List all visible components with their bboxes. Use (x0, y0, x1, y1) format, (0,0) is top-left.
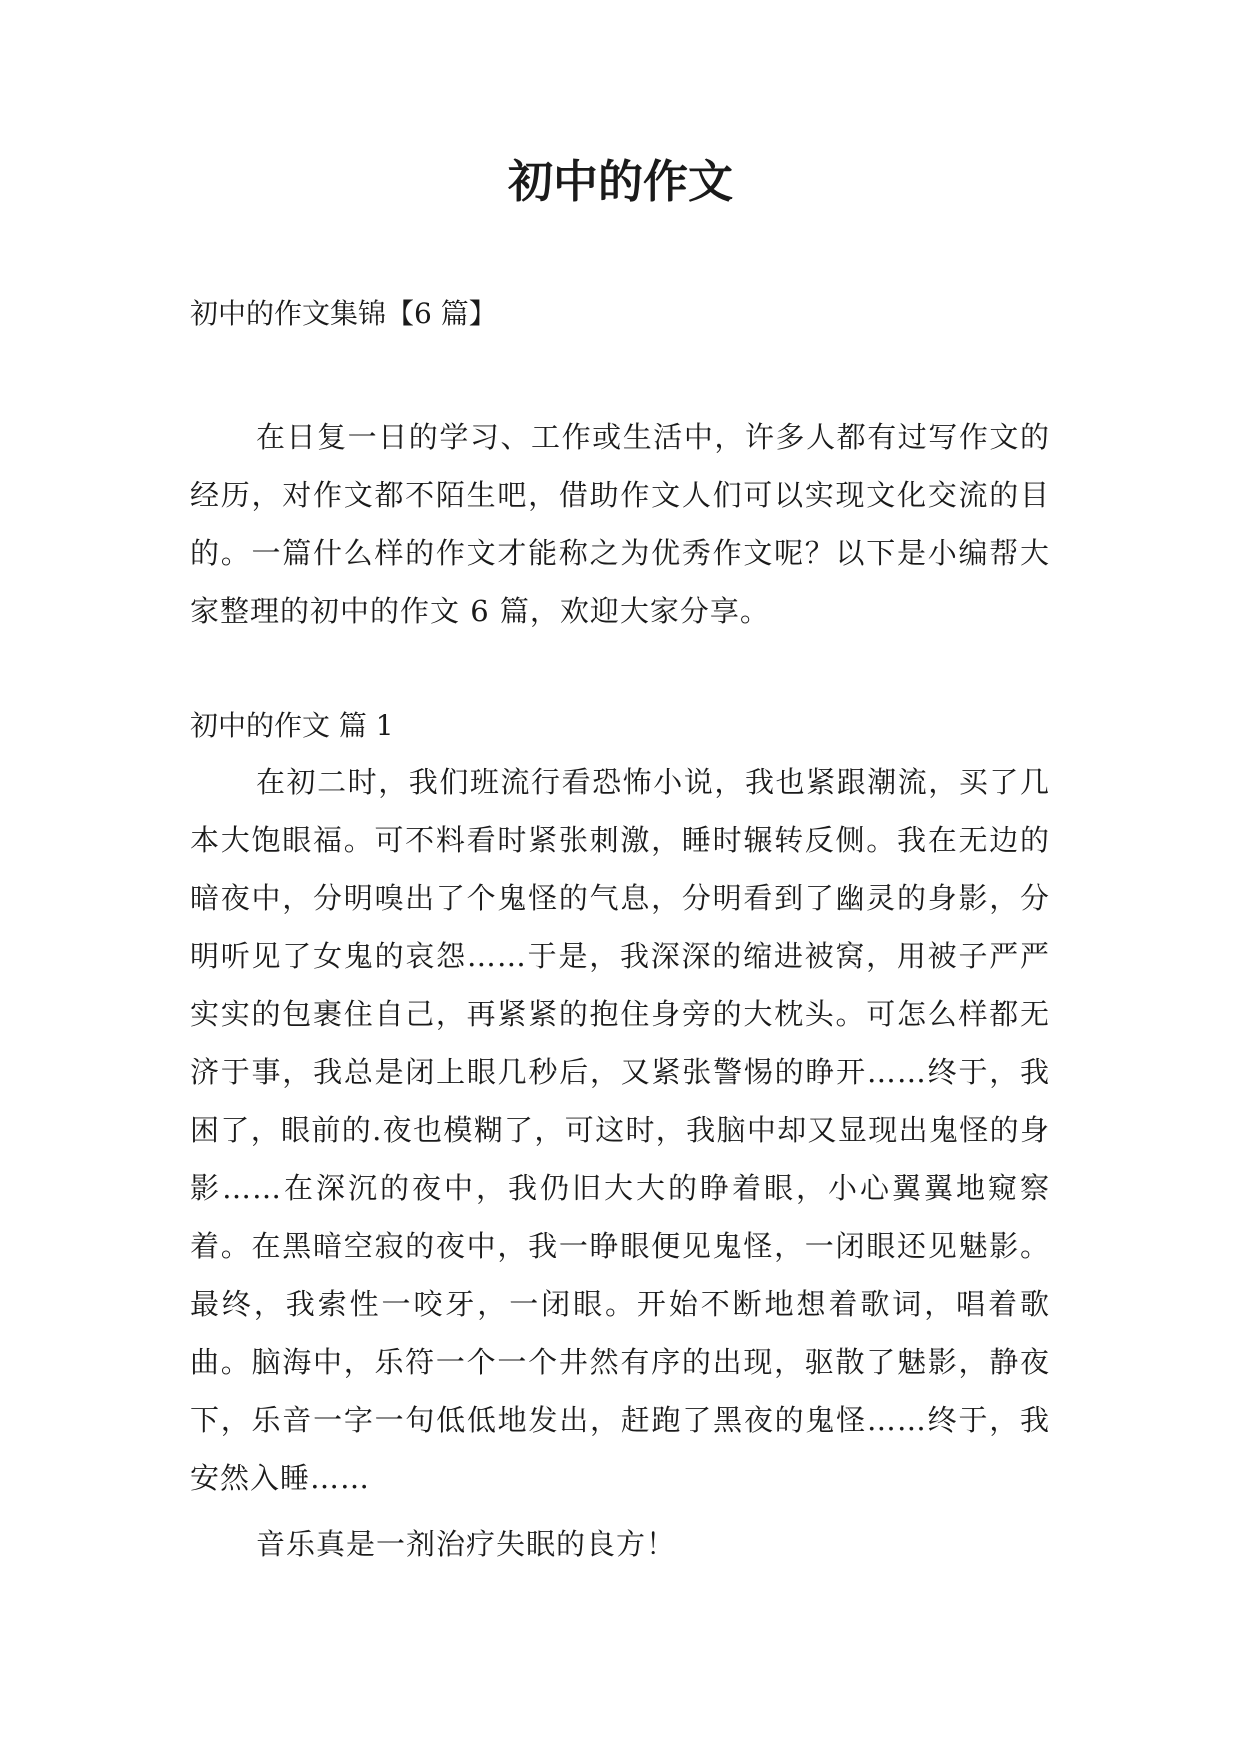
intro-paragraph: 在日复一日的学习、工作或生活中，许多人都有过写作文的经历，对作文都不陌生吧，借助作文人们可以实现文化交流的目的。一篇什么样的作文才能称之为优秀作文呢？以下是小编帮大家整理的初中的作文 6 篇，欢迎大家分享。 (190, 420, 1050, 628)
collection-title: 初中的作文集锦【6 篇】 (190, 297, 497, 330)
essay-closing-line: 音乐真是一剂治疗失眠的良方！ (256, 1527, 677, 1561)
document-title: 初中的作文 (507, 155, 733, 208)
section-heading: 初中的作文 篇 1 (190, 709, 394, 742)
essay-paragraph: 在初二时，我们班流行看恐怖小说，我也紧跟潮流，买了几本大饱眼福。可不料看时紧张刺激，睡时辗转反侧。我在无边的暗夜中，分明嗅出了个鬼怪的气息，分明看到了幽灵的身影，分明听见了女鬼的哀怨……于是，我深深的缩进被窝，用被子严严实实的包裹住自己，再紧紧的抱住身旁的大枕头。可怎么样都无济于事，我总是闭上眼几秒后，又紧张警惕的睁开……终于，我困了，眼前的.夜也模糊了，可这时，我脑中却又显现出鬼怪的身影……在深沉的夜中，我仍旧大大的睁着眼，小心翼翼地窥察着。在黑暗空寂的夜中，我一睁眼便见鬼怪，一闭眼还见魅影。最终，我索性一咬牙，一闭眼。开始不断地想着歌词，唱着歌曲。脑海中，乐符一个一个井然有序的出现，驱散了魅影，静夜下，乐音一字一句低低地发出，赶跑了黑夜的鬼怪……终于，我安然入睡…… (190, 765, 1050, 1495)
